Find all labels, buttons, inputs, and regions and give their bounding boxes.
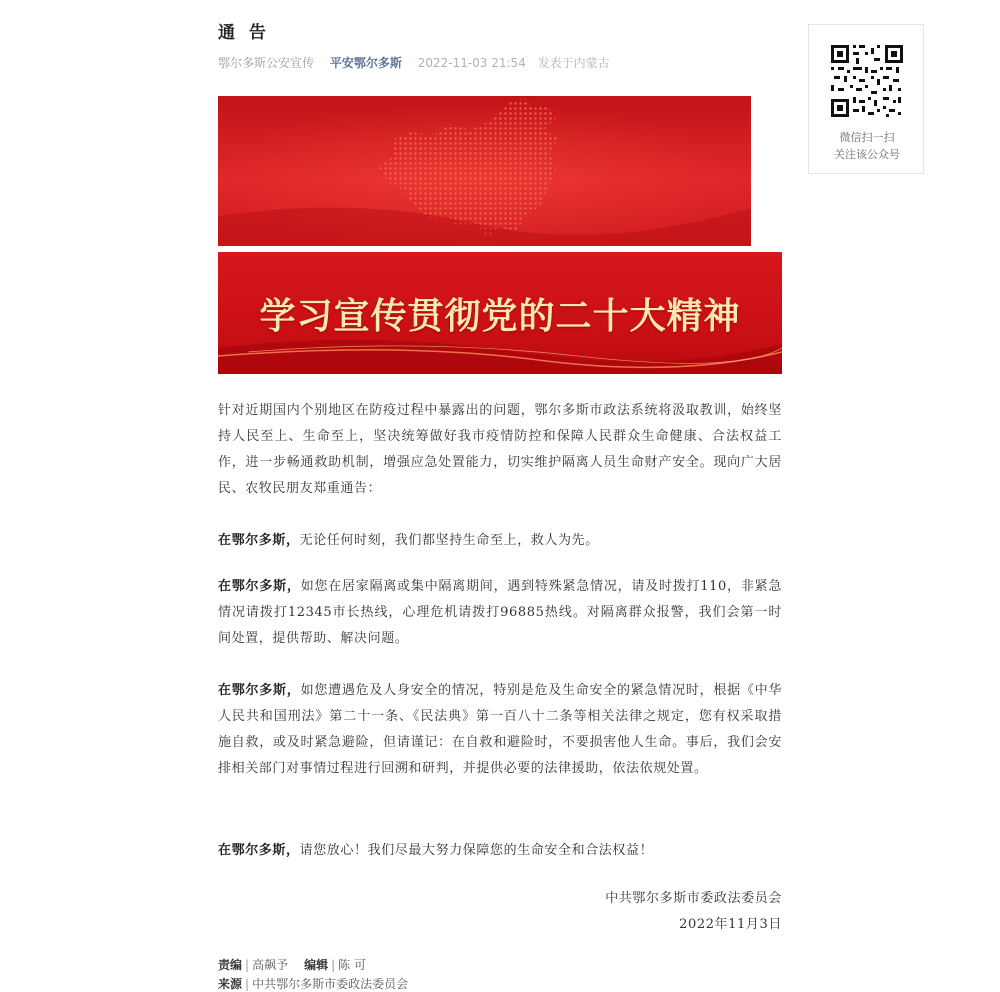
- slogan-text: 学习宣传贯彻党的二十大精神: [259, 295, 741, 337]
- article-title: 通 告: [218, 23, 270, 43]
- paragraph-lead: 在鄂尔多斯，: [218, 843, 300, 858]
- paragraph-text: 如您在居家隔离或集中隔离期间，遇到特殊紧急情况，请及时拨打110，非紧急情况请拨打12345市长热线，心理危机请拨打96885热线。对隔离群众报警，我们会第一时间处置，提供帮助、解决问题。: [218, 579, 782, 646]
- qr-caption: [809, 129, 925, 163]
- china-map-graphic: [218, 96, 751, 246]
- publish-time: 2022-11-03 21:54: [417, 56, 526, 70]
- paragraph-text: 无论任何时刻，我们都坚持生命至上，救人为先。: [299, 533, 599, 548]
- source-label: 来源: [218, 977, 243, 991]
- editor-label: 责编: [218, 958, 243, 972]
- source-credit: [218, 975, 408, 992]
- separator: |: [331, 958, 336, 972]
- paragraph-text: 如您遭遇危及人身安全的情况，特别是危及生命安全的紧急情况时，根据《中华人民共和国刑法》第二十一条、《民法典》第一百八十二条等相关法律之规定，您有权采取措施自救，或及时紧急避险，但请谨记：在自救和避险时，不要损害他人生命。事后，我们会安排相关部门对事情过程进行回溯和研判，并提供必要的法律援助，依法依规处置。: [218, 683, 782, 776]
- separator: |: [245, 958, 250, 972]
- paragraph-lead: 在鄂尔多斯，: [218, 533, 300, 548]
- article-source: 鄂尔多斯公安宣传: [218, 56, 315, 70]
- paragraph: [218, 838, 782, 864]
- source-name: 中共鄂尔多斯市委政法委员会: [252, 977, 409, 991]
- editor-credits: [218, 956, 366, 973]
- paragraph: [218, 574, 782, 652]
- account-link[interactable]: 平安鄂尔多斯: [329, 56, 402, 70]
- paragraph-lead: 在鄂尔多斯，: [218, 683, 301, 698]
- separator: |: [245, 977, 250, 991]
- paragraph-intro: 针对近期国内个别地区在防疫过程中暴露出的问题，鄂尔多斯市政法系统将汲取教训，始终坚持人民至上、生命至上，坚决统筹做好我市疫情防控和保障人民群众生命健康、合法权益工作，进一步畅通救助机制，增强应急处置能力，切实维护隔离人员生命财产安全。现向广大居民、农牧民朋友郑重通告：: [218, 403, 782, 496]
- chief-editor-label: 编辑: [304, 958, 329, 972]
- signature-date: 2022年11月3日: [679, 917, 782, 932]
- qr-caption-line2: 关注该公众号: [834, 148, 900, 161]
- chief-editor-name: 陈 可: [338, 958, 366, 972]
- map-banner-image: [218, 96, 751, 246]
- editor-name: 高飙予: [252, 958, 289, 972]
- publish-location: 发表于内蒙古: [537, 56, 610, 70]
- qr-code-card[interactable]: [808, 24, 924, 174]
- paragraph-lead: 在鄂尔多斯，: [218, 579, 301, 594]
- paragraph: [218, 528, 782, 554]
- paragraph: [218, 678, 782, 782]
- slogan-banner-image: [218, 252, 782, 374]
- paragraph-text: 请您放心！我们尽最大努力保障您的生命安全和合法权益！: [299, 843, 654, 858]
- qr-caption-line1: 微信扫一扫: [839, 131, 895, 144]
- article-meta: [218, 54, 610, 71]
- signature-org: 中共鄂尔多斯市委政法委员会: [605, 891, 782, 906]
- qr-code-icon[interactable]: [829, 43, 905, 119]
